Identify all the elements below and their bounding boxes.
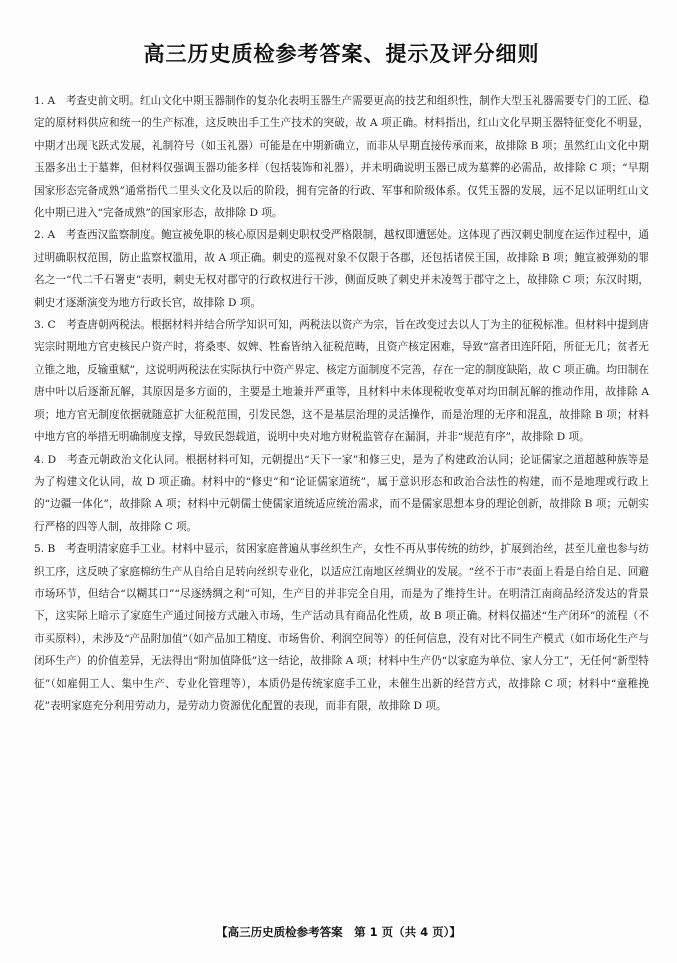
answer-item-3: 3. C 考查唐朝两税法。根据材料并结合所学知识可知，两税法以资产为宗，旨在改变过去以人丁为主的征税标准。但材料中提到唐宪宗时期地方官吏核民户资产时，将桑枣、奴婢、牲畜皆纳入征税范畴，且资产核定困难，导致“富者田连阡陌，所征无几；贫者无立锥之地，反输重赋”，这说明两税法在实际执行中资产界定、核定方面制度不完善，存在一定的制度缺陷，故 C 项正确。均田制在唐中叶以后逐渐瓦解，其原因是多方面的，主要是土地兼并严重等，且材料中未体现税收变革对均田制瓦解的推动作用，故排除 A 项；地方官无制度依据就随意扩大征税范围，引发民怨，这不是基层治理的灵活操作，而是治理的无序和混乱，故排除 B 项；材料中地方官的举措无明确制度支撑，导致民怨载道，说明中央对地方财税监管存在漏洞，并非“规范有序”，故排除 D 项。 bbox=[34, 319, 649, 444]
answer-item-2: 2. A 考查西汉监察制度。鲍宣被免职的核心原因是刺史职权受严格限制，越权即遭惩处。这体现了西汉刺史制度在运作过程中，通过明确职权范围，防止监察权滥用，故 A 项正确。刺史的巡视对象不仅限于各郡，还包括诸侯王国，故排除 B 项；鲍宣被弹劾的罪名之一“代二千石署吏”表明，刺史无权对郡守的行政权进行干涉，侧面反映了刺史并未凌驾于郡守之上，故排除 C 项；东汉时期，刺史才逐渐演变为地方行政长官，故排除 D 项。 bbox=[34, 229, 649, 309]
document-title: 高三历史质检参考答案、提示及评分细则 bbox=[143, 42, 540, 66]
answer-list bbox=[34, 90, 649, 717]
page-footer: 【高三历史质检参考答案 第 1 页（共 4 页）】 bbox=[216, 925, 461, 939]
answer-item-5: 5. B 考查明清家庭手工业。材料中显示，贫困家庭普遍从事丝织生产，女性不再从事传统的纺纱，扩展到治丝，甚至儿童也参与纺织工序，这反映了家庭棉纺生产从自给自足转向丝织专业化，以适应江南地区丝绸业的发展。“丝不于市”表面上看是自给自足、回避市场环节，但结合“以糊其口”“尽逐绣绸之利”可知，生产目的并非完全自用，而是为了维持生计。在明清江南商品经济发达的背景下，这实际上暗示了家庭生产通过间接方式融入市场，生产活动具有商品化性质，故 B 项正确。材料仅描述“生产闭环”的流程（不市买原料），未涉及“产品附加值”（如产品加工精度、市场售价、利润空间等）的任何信息，没有对比不同生产模式（如市场化生产与闭环生产）的价值差异，无法得出“附加值降低”这一结论，故排除 A 项；材料中生产仍“以家庭为单位、家人分工”，无任何“新型特征”（如雇佣工人、集中生产、专业化管理等），本质仍是传统家庭手工业，未催生出新的经营方式，故排除 C 项；材料中“童稚挽花”表明家庭充分利用劳动力，是劳动力资源优化配置的表现，而非有限，故排除 D 项。 bbox=[34, 543, 649, 712]
answer-item-1: 1. A 考查史前文明。红山文化中期玉器制作的复杂化表明玉器生产需要更高的技艺和组织性，制作大型玉礼器需要专门的工匠、稳定的原材料供应和统一的生产标准，这反映出手工生产技术的突破，故 A 项正确。材料指出，红山文化早期玉器特征变化不明显，中期才出现飞跃式发展，礼制符号（如玉礼器）可能是在中期新确立，而非从早期直接传承而来，故排除 B 项；虽然红山文化中期玉器多出土于墓葬，但材料仅强调玉器功能多样（包括装饰和礼器），并未明确说明玉器已成为墓葬的必需品，故排除 C 项；“早期国家形态完备成熟”通常指代二里头文化及以后的阶段，拥有完备的行政、军事和阶级体系。仅凭玉器的发展，远不足以证明红山文化中期已进入“完备成熟”的国家形态，故排除 D 项。 bbox=[34, 95, 649, 220]
answer-item-4: 4. D 考查元朝政治文化认同。根据材料可知，元朝提出“天下一家”和修三史，是为了构建政治认同；论证儒家之道超越种族等是为了构建文化认同，故 D 项正确。材料中的“修史”和“论证儒家道统”，属于意识形态和政治合法性的构建，而不是地理或行政上的“边疆一体化”，故排除 A 项；材料中元朝儒士使儒家道统适应统治需求，而不是儒家思想本身的理论创新，故排除 B 项；元朝实行严格的四等人制，故排除 C 项。 bbox=[34, 453, 649, 533]
